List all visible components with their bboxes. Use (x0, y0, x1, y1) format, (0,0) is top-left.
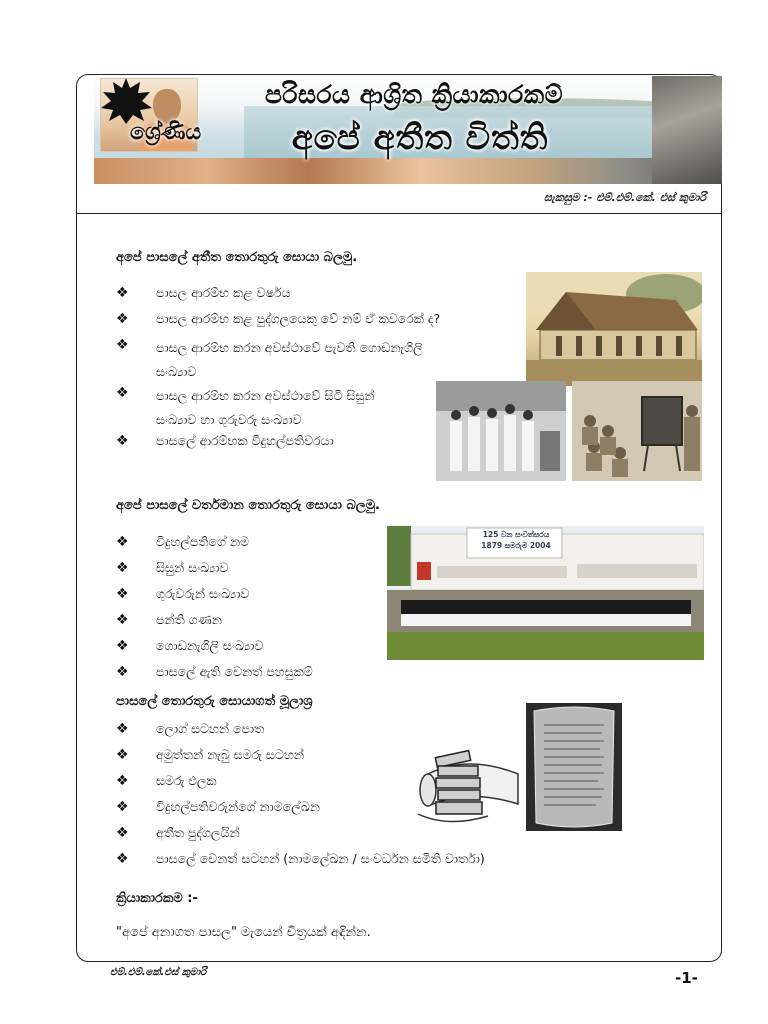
list-item-text: ලොග් සටහන් පොත (156, 721, 265, 736)
diamond-bullet-icon: ❖ (116, 586, 129, 602)
anniversary-banner-years: 1879 සමරුම 2004 (481, 541, 551, 550)
page-number: -1- (675, 969, 698, 987)
section-present-heading: අපේ පාසලේ වර්තමාන තොරතුරු සොයා බලමු. (116, 498, 380, 513)
banner-title-top: පරිසරය ආශ්‍රිත ක්‍රියාකාරකම් (264, 80, 564, 109)
current-school-group-photo (387, 526, 704, 660)
diamond-bullet-icon: ❖ (116, 560, 129, 576)
diamond-bullet-icon: ❖ (116, 311, 129, 327)
portrait-face (153, 89, 181, 123)
starburst-icon (96, 76, 156, 126)
diamond-bullet-icon: ❖ (116, 638, 129, 654)
list-item-text: සිසුන් සංඛ්‍යාව (156, 560, 229, 575)
header-banner (94, 76, 722, 184)
diamond-bullet-icon: ❖ (116, 433, 129, 449)
list-item-text: අතීත පුද්ගලයින් (156, 825, 240, 840)
activity-title: ක්‍රියාකාරකම :- (116, 891, 198, 906)
banner-series-label: ශ්‍රේණිය (130, 120, 202, 145)
diamond-bullet-icon: ❖ (116, 285, 129, 301)
banner-title-main: අපේ අතීත විත්ති (291, 118, 549, 158)
diamond-bullet-icon: ❖ (116, 747, 129, 763)
list-item-text: අමුත්තන් නැබු සමරු සටහන් (156, 747, 305, 762)
diamond-bullet-icon: ❖ (116, 773, 129, 789)
section-past-heading: අපේ පාසලේ අතීත තොරතුරු සොයා බලමු. (116, 250, 358, 265)
historic-classroom-drawing (572, 381, 702, 481)
anniversary-banner (471, 529, 561, 551)
list-item-text: පාසල ආරම්භ කරන අවස්ථාවේ පැවති ගොඩනැගිලි සංඛ්‍යාව (156, 340, 423, 379)
diamond-bullet-icon: ❖ (116, 825, 129, 841)
anniversary-banner-title: 125 වන සංවත්සරය (482, 530, 550, 539)
list-item-text: විදුහල්පතිගේ නම (156, 534, 250, 549)
list-item-text: ගුරුවරුන් සංඛ්‍යාව (156, 586, 250, 601)
list-item-text: පන්ති ගණන (156, 612, 222, 627)
diamond-bullet-icon: ❖ (116, 385, 129, 401)
historic-group-photo (436, 381, 566, 481)
list-item-text: පාසල ආරම්භ කළ වර්ෂය (156, 285, 291, 300)
diamond-bullet-icon: ❖ (116, 799, 129, 815)
books-scroll-illustration (408, 744, 526, 830)
list-item-text: සමරු ඵලක (156, 773, 217, 788)
list-item-text: පාසල ආරම්භ කළ පුද්ගලයෙකු වේ නම් ඒ කවරෙක් ද? (156, 311, 441, 326)
banner-sculpture-strip (94, 158, 722, 184)
diamond-bullet-icon: ❖ (116, 534, 129, 550)
list-item-text: පාසලේ ආරම්භක විදුහල්පතිවරයා (156, 433, 334, 448)
diamond-bullet-icon: ❖ (116, 337, 129, 353)
ancient-scroll-image (526, 703, 622, 831)
activity-instruction: "අපේ අනාගත පාසල" මැයෙන් චිත්‍රයක් අඳින්න. (116, 925, 371, 940)
list-item-text: විදුහල්පතිවරුන්ගේ නාමලේඛන (156, 799, 320, 814)
list-item-text: පාසලේ වෙනත් සටහන් (නාමලේඛන / සංවර්ධන සමිති වාර්තා) (156, 851, 485, 866)
compiler-credit: සැකසුම :- එම්.එම්.කේ. එස් කුමාරි (543, 191, 706, 204)
list-item-text: ගොඩනැගිලි සංඛ්‍යාව (156, 638, 264, 653)
old-school-building-photo (526, 272, 702, 386)
footer-author: එම්.එම්.කේ.එස් කුමාරි (110, 967, 207, 978)
list-item-text: පාසල ආරම්භ කරන අවස්ථාවේ සිටි සිසුන් සංඛ්‍යාව හා ගුරුවරු සංඛ්‍යාව (156, 388, 375, 427)
list-item-text: පාසලේ ඇති වෙනත් පහසුකම් (156, 664, 313, 679)
diamond-bullet-icon: ❖ (116, 664, 129, 680)
section-sources-heading: පාසලේ තොරතුරු සොයාගත් මූලාශ්‍ර (116, 694, 313, 709)
diamond-bullet-icon: ❖ (116, 851, 129, 867)
header-divider (76, 213, 722, 214)
diamond-bullet-icon: ❖ (116, 721, 129, 737)
banner-rock-image (652, 76, 722, 184)
diamond-bullet-icon: ❖ (116, 612, 129, 628)
